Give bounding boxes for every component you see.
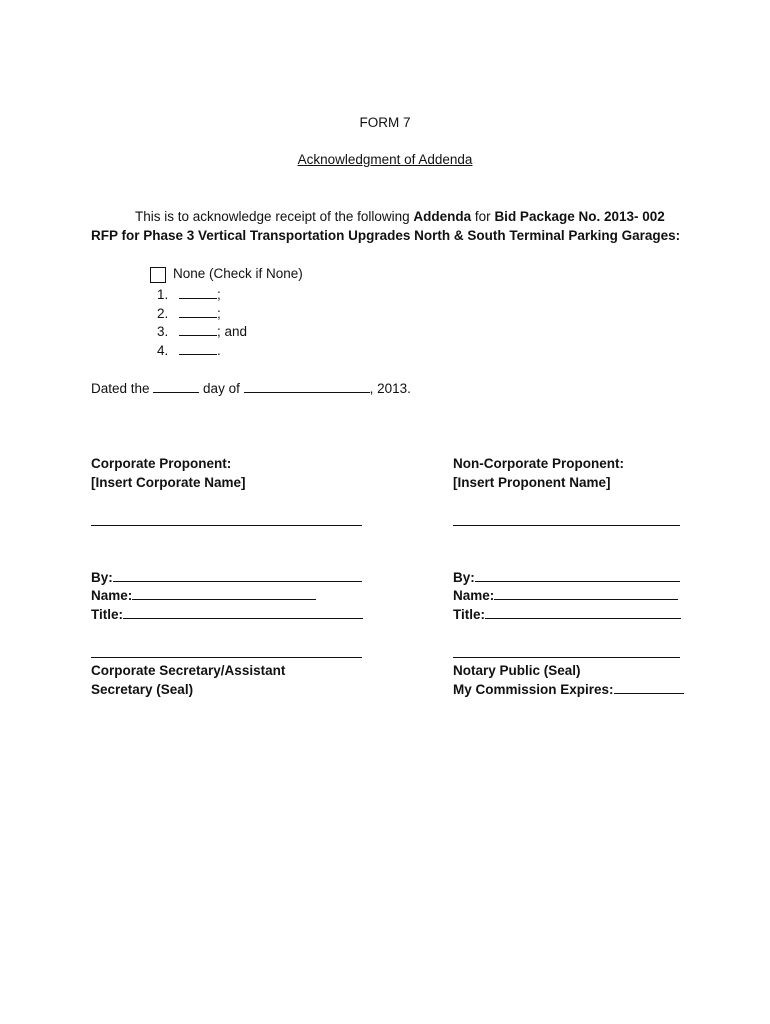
notary-line[interactable]	[453, 657, 680, 658]
addendum-suffix: ; and	[217, 324, 248, 339]
commission-expires-row	[453, 681, 684, 699]
none-checkbox[interactable]	[150, 267, 166, 283]
form-title: Acknowledgment of Addenda	[297, 152, 473, 167]
non-corporate-name-row	[453, 587, 678, 605]
addendum-suffix: ;	[217, 306, 221, 321]
addendum-suffix: .	[217, 343, 221, 358]
corporate-by-label: By:	[91, 570, 113, 585]
notary-label: Notary Public (Seal)	[453, 663, 581, 678]
non-corporate-by-row	[453, 569, 680, 587]
non-corporate-title-row	[453, 606, 681, 624]
corporate-title-line[interactable]	[123, 606, 363, 619]
addendum-blank-2[interactable]	[179, 304, 217, 318]
addendum-item-2	[157, 304, 221, 323]
non-corporate-by-line[interactable]	[475, 569, 680, 582]
non-corporate-by-label: By:	[453, 570, 475, 585]
addendum-suffix: ;	[217, 287, 221, 302]
addendum-item-4	[157, 341, 221, 360]
intro-bold-addenda: Addenda	[413, 209, 472, 224]
intro-line-2: RFP for Phase 3 Vertical Transportation Upgrades North & South Terminal Parking Garages:	[91, 228, 681, 243]
dated-line	[91, 379, 411, 398]
dated-prefix: Dated the	[91, 381, 154, 396]
addendum-item-3	[157, 322, 247, 341]
non-corporate-name-placeholder: [Insert Proponent Name]	[453, 475, 611, 490]
corporate-name-label: Name:	[91, 588, 133, 603]
addendum-number: 4.	[157, 343, 169, 358]
corporate-title-row	[91, 606, 363, 624]
corporate-secretary-label-1: Corporate Secretary/Assistant	[91, 663, 286, 678]
non-corporate-name-field-line[interactable]	[494, 587, 678, 600]
addendum-number: 1.	[157, 287, 169, 302]
intro-bid-package: Bid Package No. 2013- 002	[494, 209, 665, 224]
non-corporate-name-line[interactable]	[453, 525, 680, 526]
corporate-name-field-line[interactable]	[132, 587, 316, 600]
corporate-name-placeholder: [Insert Corporate Name]	[91, 475, 246, 490]
intro-text-2: for	[471, 209, 495, 224]
non-corporate-name-label: Name:	[453, 588, 495, 603]
corporate-secretary-line[interactable]	[91, 657, 362, 658]
corporate-name-row	[91, 587, 316, 605]
commission-expires-line[interactable]	[614, 681, 684, 694]
addendum-blank-4[interactable]	[179, 341, 217, 355]
dated-suffix: , 2013.	[369, 381, 411, 396]
addendum-blank-1[interactable]	[179, 285, 217, 299]
addendum-number: 3.	[157, 324, 169, 339]
commission-expires-label: My Commission Expires:	[453, 682, 614, 697]
intro-line-1	[135, 208, 665, 226]
non-corporate-title-label: Title:	[453, 607, 486, 622]
non-corporate-title-line[interactable]	[485, 606, 681, 619]
dated-month-blank[interactable]	[244, 379, 370, 393]
dated-day-blank[interactable]	[153, 379, 199, 393]
addendum-number: 2.	[157, 306, 169, 321]
form-number: FORM 7	[359, 115, 411, 130]
corporate-secretary-label-2: Secretary (Seal)	[91, 682, 194, 697]
non-corporate-heading: Non-Corporate Proponent:	[453, 456, 624, 471]
intro-text-1: This is to acknowledge receipt of the following	[135, 209, 414, 224]
dated-middle: day of	[199, 381, 244, 396]
corporate-heading: Corporate Proponent:	[91, 456, 232, 471]
corporate-by-row	[91, 569, 362, 587]
addendum-item-1	[157, 285, 221, 304]
corporate-by-line[interactable]	[113, 569, 362, 582]
corporate-name-line[interactable]	[91, 525, 362, 526]
none-label: None (Check if None)	[173, 266, 303, 281]
corporate-title-label: Title:	[91, 607, 124, 622]
addendum-blank-3[interactable]	[179, 322, 217, 336]
